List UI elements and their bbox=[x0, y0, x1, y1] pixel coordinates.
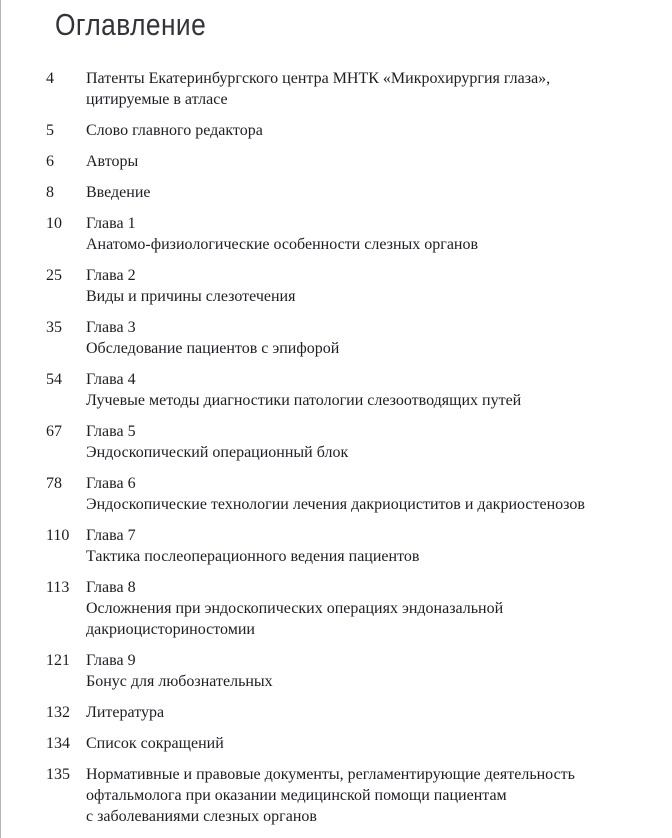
page-title: Оглавление bbox=[55, 7, 207, 42]
toc-entry bbox=[46, 764, 631, 827]
toc-entry bbox=[46, 68, 631, 110]
entry-title bbox=[86, 317, 631, 359]
entry-title bbox=[86, 421, 631, 463]
page-number: 5 bbox=[46, 122, 54, 139]
entry-title bbox=[86, 182, 631, 203]
toc-entry bbox=[46, 213, 631, 255]
entry-title-line: Введение bbox=[86, 184, 151, 201]
toc-entry bbox=[46, 421, 631, 463]
entry-title-line: Эндоскопические технологии лечения дакриоциститов и дакриостенозов bbox=[86, 496, 585, 513]
toc-entry bbox=[46, 317, 631, 359]
page-number: 54 bbox=[46, 371, 62, 388]
page-number: 8 bbox=[46, 184, 54, 201]
entry-title-line: Глава 3 bbox=[86, 319, 136, 336]
entry-title bbox=[86, 650, 631, 692]
entry-title-line: Лучевые методы диагностики патологии слезоотводящих путей bbox=[86, 392, 522, 409]
entry-title-line: Анатомо-физиологические особенности слезных органов bbox=[86, 236, 479, 253]
toc-entry bbox=[46, 182, 631, 203]
toc-entry bbox=[46, 577, 631, 640]
page-number: 110 bbox=[46, 527, 70, 544]
entry-title-line: Авторы bbox=[86, 153, 139, 170]
page-content bbox=[1, 0, 671, 827]
entry-title-line: Бонус для любознательных bbox=[86, 673, 273, 690]
entry-title-line: Осложнения при эндоскопических операциях эндоназальной bbox=[86, 600, 504, 617]
entry-title-line: Слово главного редактора bbox=[86, 122, 263, 139]
entry-title-line: Нормативные и правовые документы, регламентирующие деятельность bbox=[86, 766, 575, 783]
page-number: 121 bbox=[46, 652, 70, 669]
page-number: 35 bbox=[46, 319, 62, 336]
entry-title-line: Глава 6 bbox=[86, 475, 136, 492]
entry-title-line: Глава 2 bbox=[86, 267, 136, 284]
entry-title bbox=[86, 525, 631, 567]
entry-title bbox=[86, 702, 631, 723]
entry-title-line: Патенты Екатеринбургского центра МНТК «Микрохирургия глаза», bbox=[86, 70, 551, 87]
entry-title-line: офтальмолога при оказании медицинской помощи пациентам bbox=[86, 787, 507, 804]
page-number: 132 bbox=[46, 704, 70, 721]
entry-title bbox=[86, 577, 631, 640]
entry-title bbox=[86, 120, 631, 141]
toc-entry bbox=[46, 525, 631, 567]
entry-title-line: Глава 7 bbox=[86, 527, 136, 544]
entry-title bbox=[86, 68, 631, 110]
entry-title-line: цитируемые в атласе bbox=[86, 91, 228, 108]
toc-entry bbox=[46, 369, 631, 411]
entry-title-line: Глава 8 bbox=[86, 579, 136, 596]
entry-title-line: с заболеваниями слезных органов bbox=[86, 808, 317, 825]
toc-entry bbox=[46, 473, 631, 515]
page-number: 134 bbox=[46, 735, 70, 752]
entry-title-line: Глава 9 bbox=[86, 652, 136, 669]
entry-title-line: Тактика послеоперационного ведения пациентов bbox=[86, 548, 420, 565]
entry-title-line: Обследование пациентов с эпифорой bbox=[86, 340, 340, 357]
entry-title-line: Глава 5 bbox=[86, 423, 136, 440]
entry-title bbox=[86, 213, 631, 255]
page-number: 10 bbox=[46, 215, 62, 232]
toc-entry bbox=[46, 650, 631, 692]
page-number: 135 bbox=[46, 766, 70, 783]
entry-title bbox=[86, 265, 631, 307]
page-number: 67 bbox=[46, 423, 62, 440]
entry-title-line: Список сокращений bbox=[86, 735, 224, 752]
entry-title bbox=[86, 764, 631, 827]
entry-title bbox=[86, 473, 631, 515]
toc-entry bbox=[46, 702, 631, 723]
toc-entry bbox=[46, 151, 631, 172]
entry-title bbox=[86, 151, 631, 172]
toc-entry bbox=[46, 120, 631, 141]
entry-title bbox=[86, 733, 631, 754]
entry-title-line: Глава 4 bbox=[86, 371, 136, 388]
page-number: 6 bbox=[46, 153, 54, 170]
entry-title-line: Глава 1 bbox=[86, 215, 136, 232]
page-number: 113 bbox=[46, 579, 70, 596]
toc-entry bbox=[46, 733, 631, 754]
page-number: 4 bbox=[46, 70, 54, 87]
entry-title-line: Литература bbox=[86, 704, 165, 721]
toc-list bbox=[46, 68, 631, 827]
entry-title-line: дакриоцисториностомии bbox=[86, 621, 255, 638]
entry-title-line: Виды и причины слезотечения bbox=[86, 288, 296, 305]
page-number: 78 bbox=[46, 475, 62, 492]
page-number: 25 bbox=[46, 267, 62, 284]
entry-title bbox=[86, 369, 631, 411]
toc-entry bbox=[46, 265, 631, 307]
entry-title-line: Эндоскопический операционный блок bbox=[86, 444, 349, 461]
